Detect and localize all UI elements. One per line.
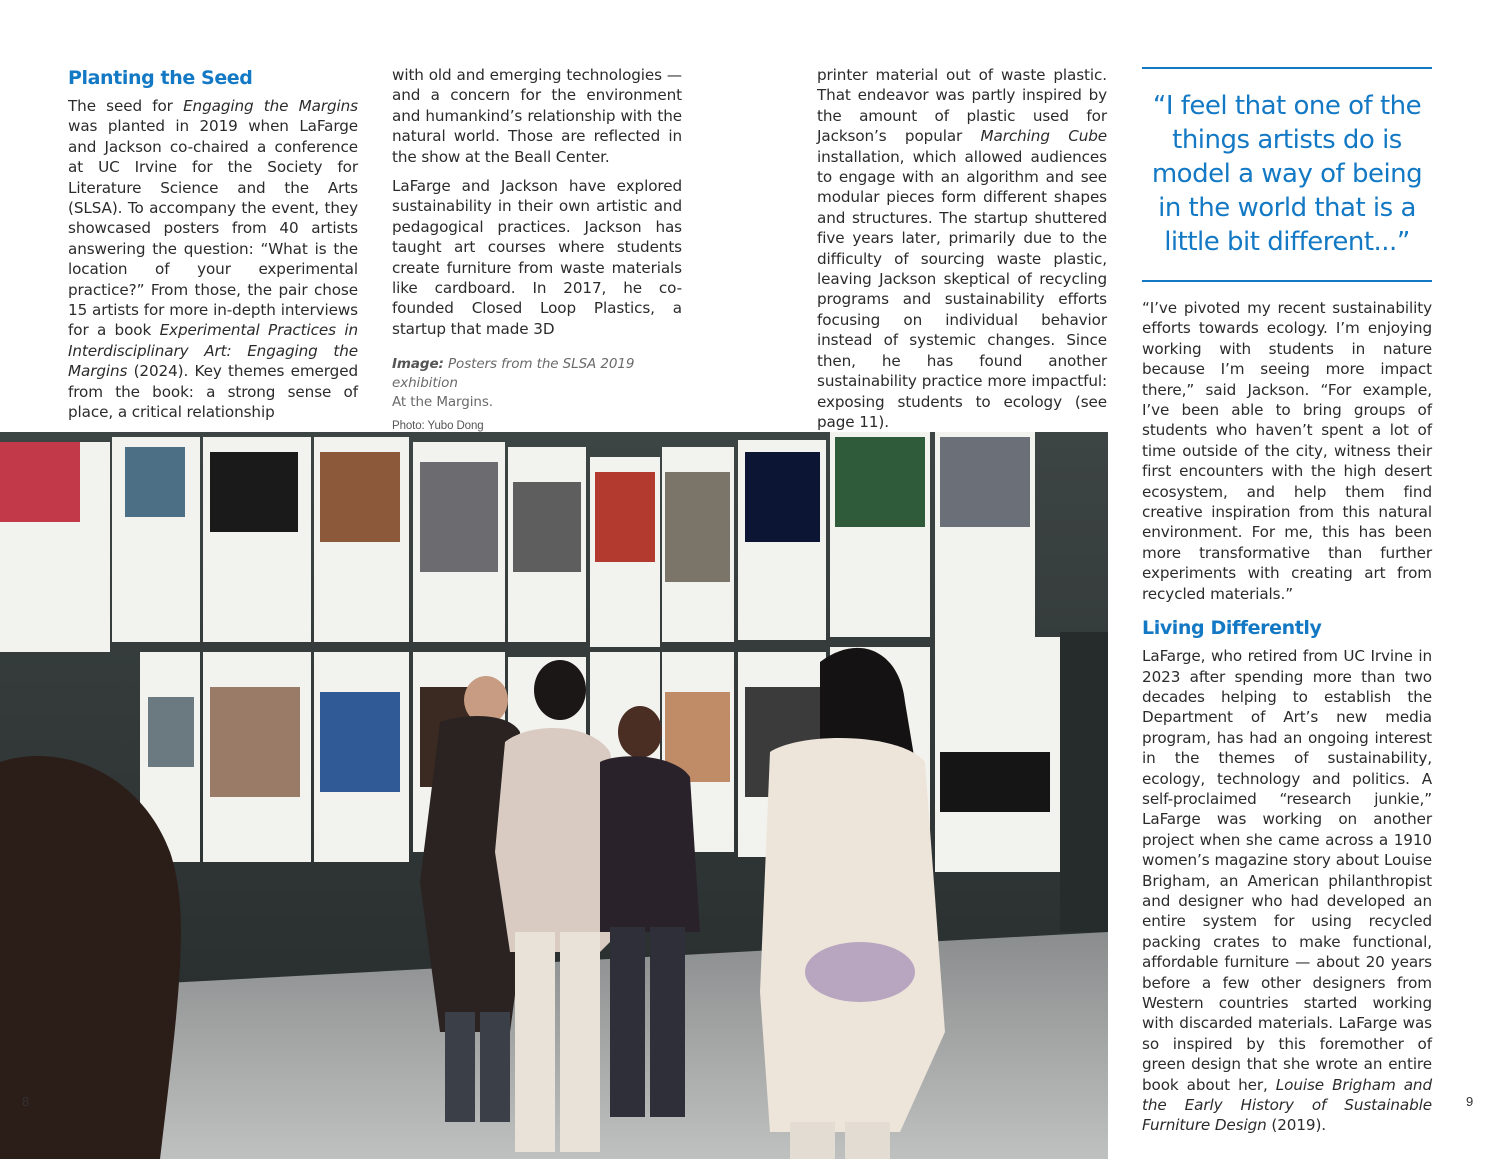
pull-quote: “I feel that one of the things artists do is model a way of being in the world that is a little bit different...” xyxy=(1142,67,1432,282)
column-3 xyxy=(817,65,1107,441)
paragraph xyxy=(1142,646,1432,1136)
book-title-italic: Louise Brigham and the Early History of Sustainable Furniture Design xyxy=(1142,1075,1432,1135)
caption-text-line2: At the Margins. xyxy=(392,394,493,411)
text-run: (2024). Key themes emerged from the book: a strong sense of place, a critical relationship xyxy=(68,362,358,422)
paragraph xyxy=(817,65,1107,432)
artwork-title-italic: Marching Cube xyxy=(980,127,1108,146)
page-number-right: 9 xyxy=(1466,1094,1474,1109)
text-run: LaFarge, who retired from UC Irvine in 2023 after spending more than two decades helping to establish the Department of Art’s new media program, has had an ongoing interest in the themes of sustainability, ecology, technology and politics. A self-proclaimed “research junkie,” LaFarge was working on another project when she came across a 1910 women’s magazine story about Louise Brigham, an American philanthropist and designer who had developed an entire system for using recycled packing crates to make functional, affordable furniture — about 20 years before a few other designers from Western countries started working with discarded materials. LaFarge was so inspired by this foremother of green design that she wrote an entire book about her, xyxy=(1142,647,1432,1094)
section-heading-living-differently: Living Differently xyxy=(1142,617,1322,640)
column-4 xyxy=(1142,298,1432,1145)
photo-credit: Photo: Yubo Dong xyxy=(392,420,484,433)
poster-row-upper-left xyxy=(0,437,586,652)
paragraph: with old and emerging technologies — and a concern for the environment and humankind’s relationship with the natural world. Those are reflected in the show at the Beall Center. xyxy=(392,66,682,166)
exhibition-photo-illustration xyxy=(0,432,1108,1159)
column-1 xyxy=(68,66,358,432)
image-caption xyxy=(392,355,682,412)
paragraph: LaFarge and Jackson have explored sustainability in their own artistic and pedagogical practices. Jackson has taught art courses where students create furniture from waste materials like cardboard. In 2017, he co-founded Closed Loop Plastics, a startup that made 3D xyxy=(392,177,682,338)
page-number-left: 8 xyxy=(22,1094,30,1109)
book-title-italic: Experimental Practices in Interdisciplinary Art: Engaging the Margins xyxy=(68,321,358,381)
text-run: The seed for xyxy=(68,97,184,115)
poster-row-upper-right xyxy=(590,432,1035,647)
text-run: (2019). xyxy=(1266,1116,1327,1135)
book-title-italic: Engaging the Margins xyxy=(183,97,358,115)
column-2 xyxy=(392,65,682,437)
text-run: printer material out of waste plastic. That endeavor was partly inspired by the amount of plastic used for Jackson’s popular xyxy=(817,66,1107,146)
caption-label: Image: xyxy=(392,356,444,373)
text-run: installation, which allowed audiences to engage with an algorithm and see modular pieces form different shapes and structures. The startup shuttered five years later, primarily due to the difficulty of sourcing waste plastic, leaving Jackson skeptical of recycling programs and sustainability efforts focusing on individual behavior instead of systemic changes. Since then, he has found another sustainability practice more impactful: exposing students to ecology (see page 11). xyxy=(817,147,1107,431)
section-heading-planting-the-seed: Planting the Seed xyxy=(68,67,253,89)
caption-text: Posters from the SLSA 2019 exhibition xyxy=(392,356,635,392)
paragraph xyxy=(68,96,358,423)
exhibition-photo xyxy=(0,432,1108,1159)
text-run: was planted in 2019 when LaFarge and Jackson co-chaired a conference at UC Irvine for the Society for Literature Science and the Arts (SLSA). To accompany the event, they showcased posters from 40 artists answering the question: “What is the location of your experimental practice?” From those, the pair chose 15 artists for more in-depth interviews for a book xyxy=(68,117,358,340)
paragraph: “I’ve pivoted my recent sustainability efforts towards ecology. I’m enjoying working with students in nature because I’m seeing more impact there,” said Jackson. “For example, I’ve been able to bring groups of students who haven’t spent a lot of time outside of the city, witness their first encounters with the high desert ecosystem, and help them find creative inspiration from this natural environment. For me, this has been more transformative than further experiments with creating art from recycled materials.” xyxy=(1142,299,1432,603)
